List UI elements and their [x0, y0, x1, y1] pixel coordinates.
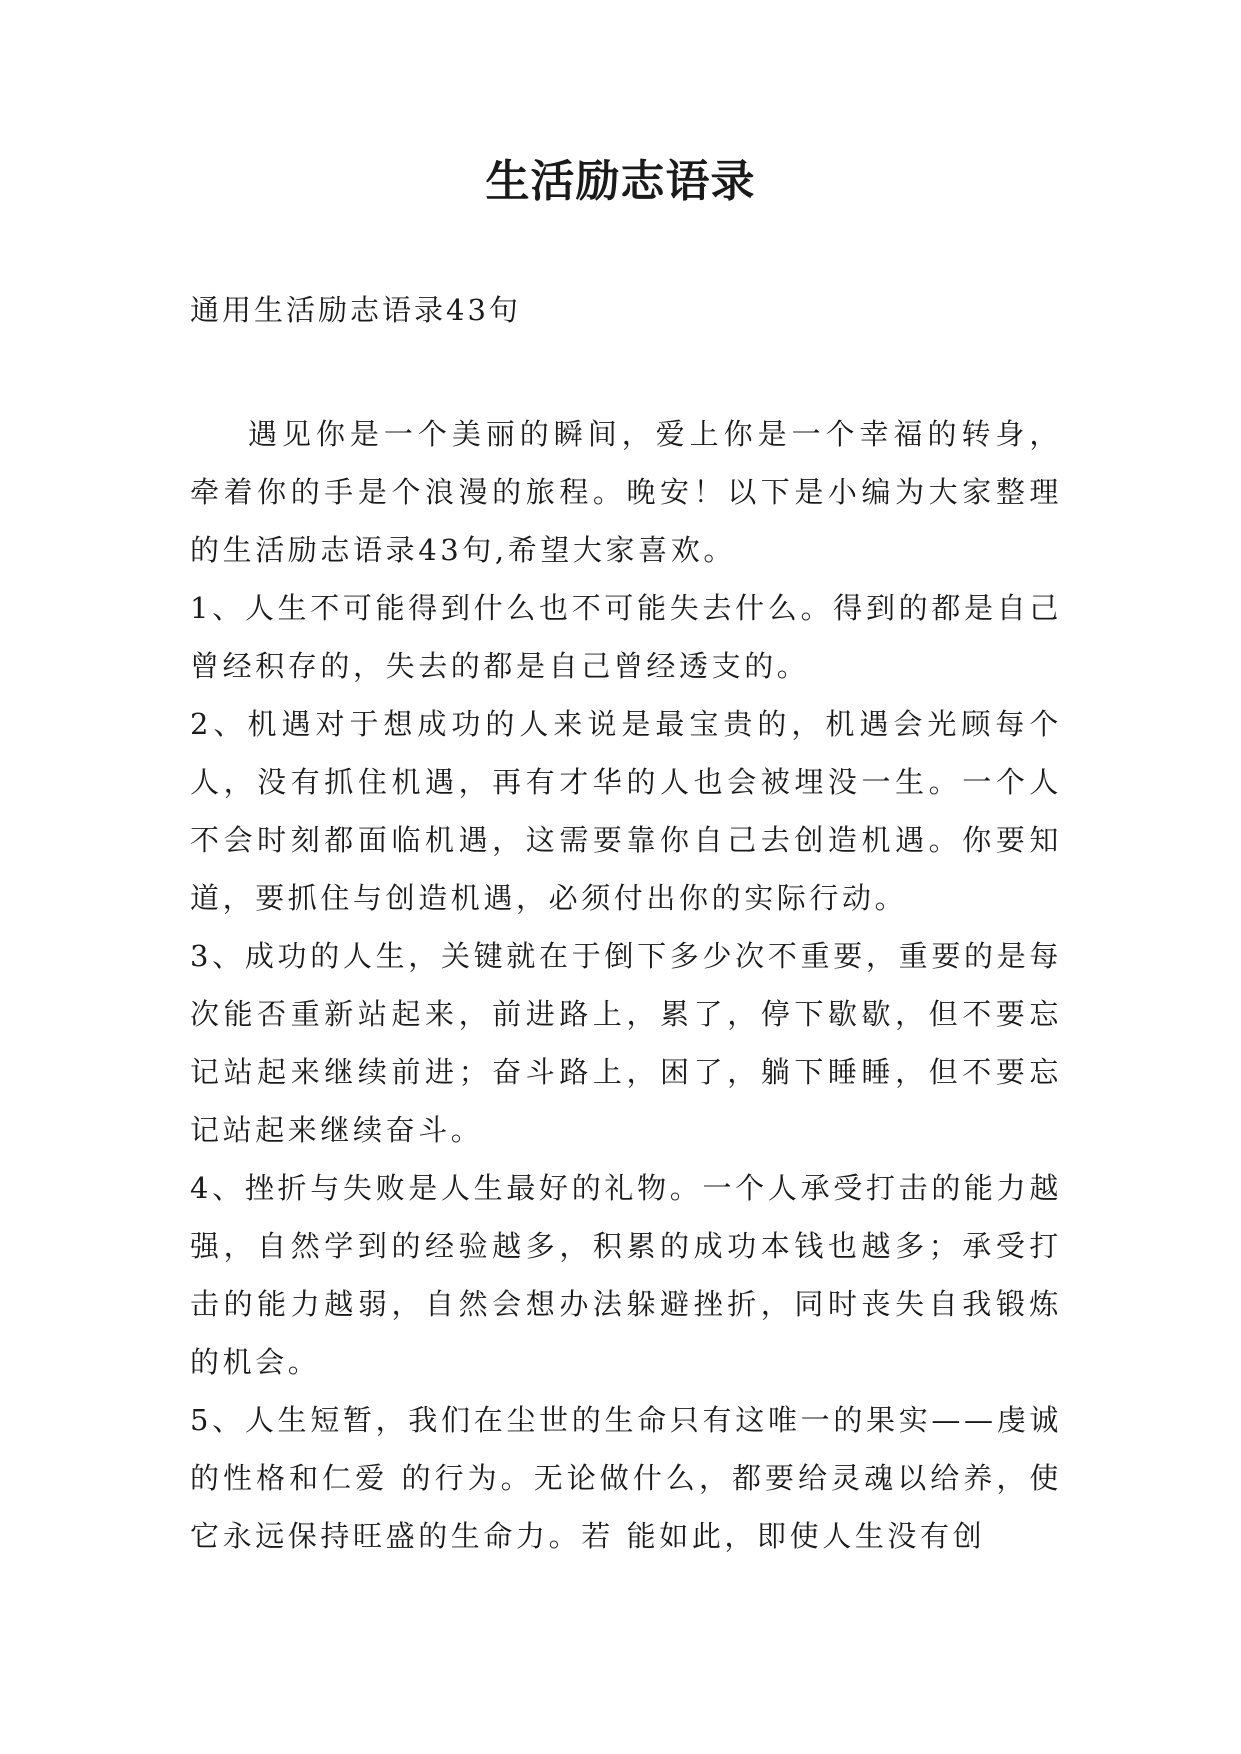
- quote-item-5: 5、人生短暂，我们在尘世的生命只有这唯一的果实——虔诚的性格和仁爱 的行为。无论做什么，都要给灵魂以给养，使它永远保持旺盛的生命力。若 能如此，即使人生没有创: [190, 1403, 1062, 1553]
- document-title: 生活励志语录: [485, 156, 756, 207]
- quote-item-2: 2、机遇对于想成功的人来说是最宝贵的，机遇会光顾每个人，没有抓住机遇，再有才华的人也会被埋没一生。一个人不会时刻都面临机遇，这需要靠你自己去创造机遇。你要知道，要抓住与创造机遇，必须付出你的实际行动。: [190, 707, 1062, 915]
- quote-item-1: 1、人生不可能得到什么也不可能失去什么。得到的都是自己曾经积存的，失去的都是自己曾经透支的。: [190, 591, 1062, 683]
- document-subtitle: 通用生活励志语录43句: [190, 293, 521, 327]
- document-body: [190, 405, 1062, 1565]
- quote-item-3: 3、成功的人生，关键就在于倒下多少次不重要，重要的是每次能否重新站起来，前进路上，累了，停下歇歇，但不要忘记站起来继续前进；奋斗路上，困了，躺下睡睡，但不要忘记站起来继续奋斗。: [190, 939, 1062, 1147]
- quote-item-4: 4、挫折与失败是人生最好的礼物。一个人承受打击的能力越强，自然学到的经验越多，积累的成功本钱也越多；承受打击的能力越弱，自然会想办法躲避挫折，同时丧失自我锻炼的机会。: [190, 1171, 1062, 1379]
- intro-paragraph: 遇见你是一个美丽的瞬间，爱上你是一个幸福的转身，牵着你的手是个浪漫的旅程。晚安！以下是小编为大家整理的生活励志语录43句,希望大家喜欢。: [190, 417, 1062, 567]
